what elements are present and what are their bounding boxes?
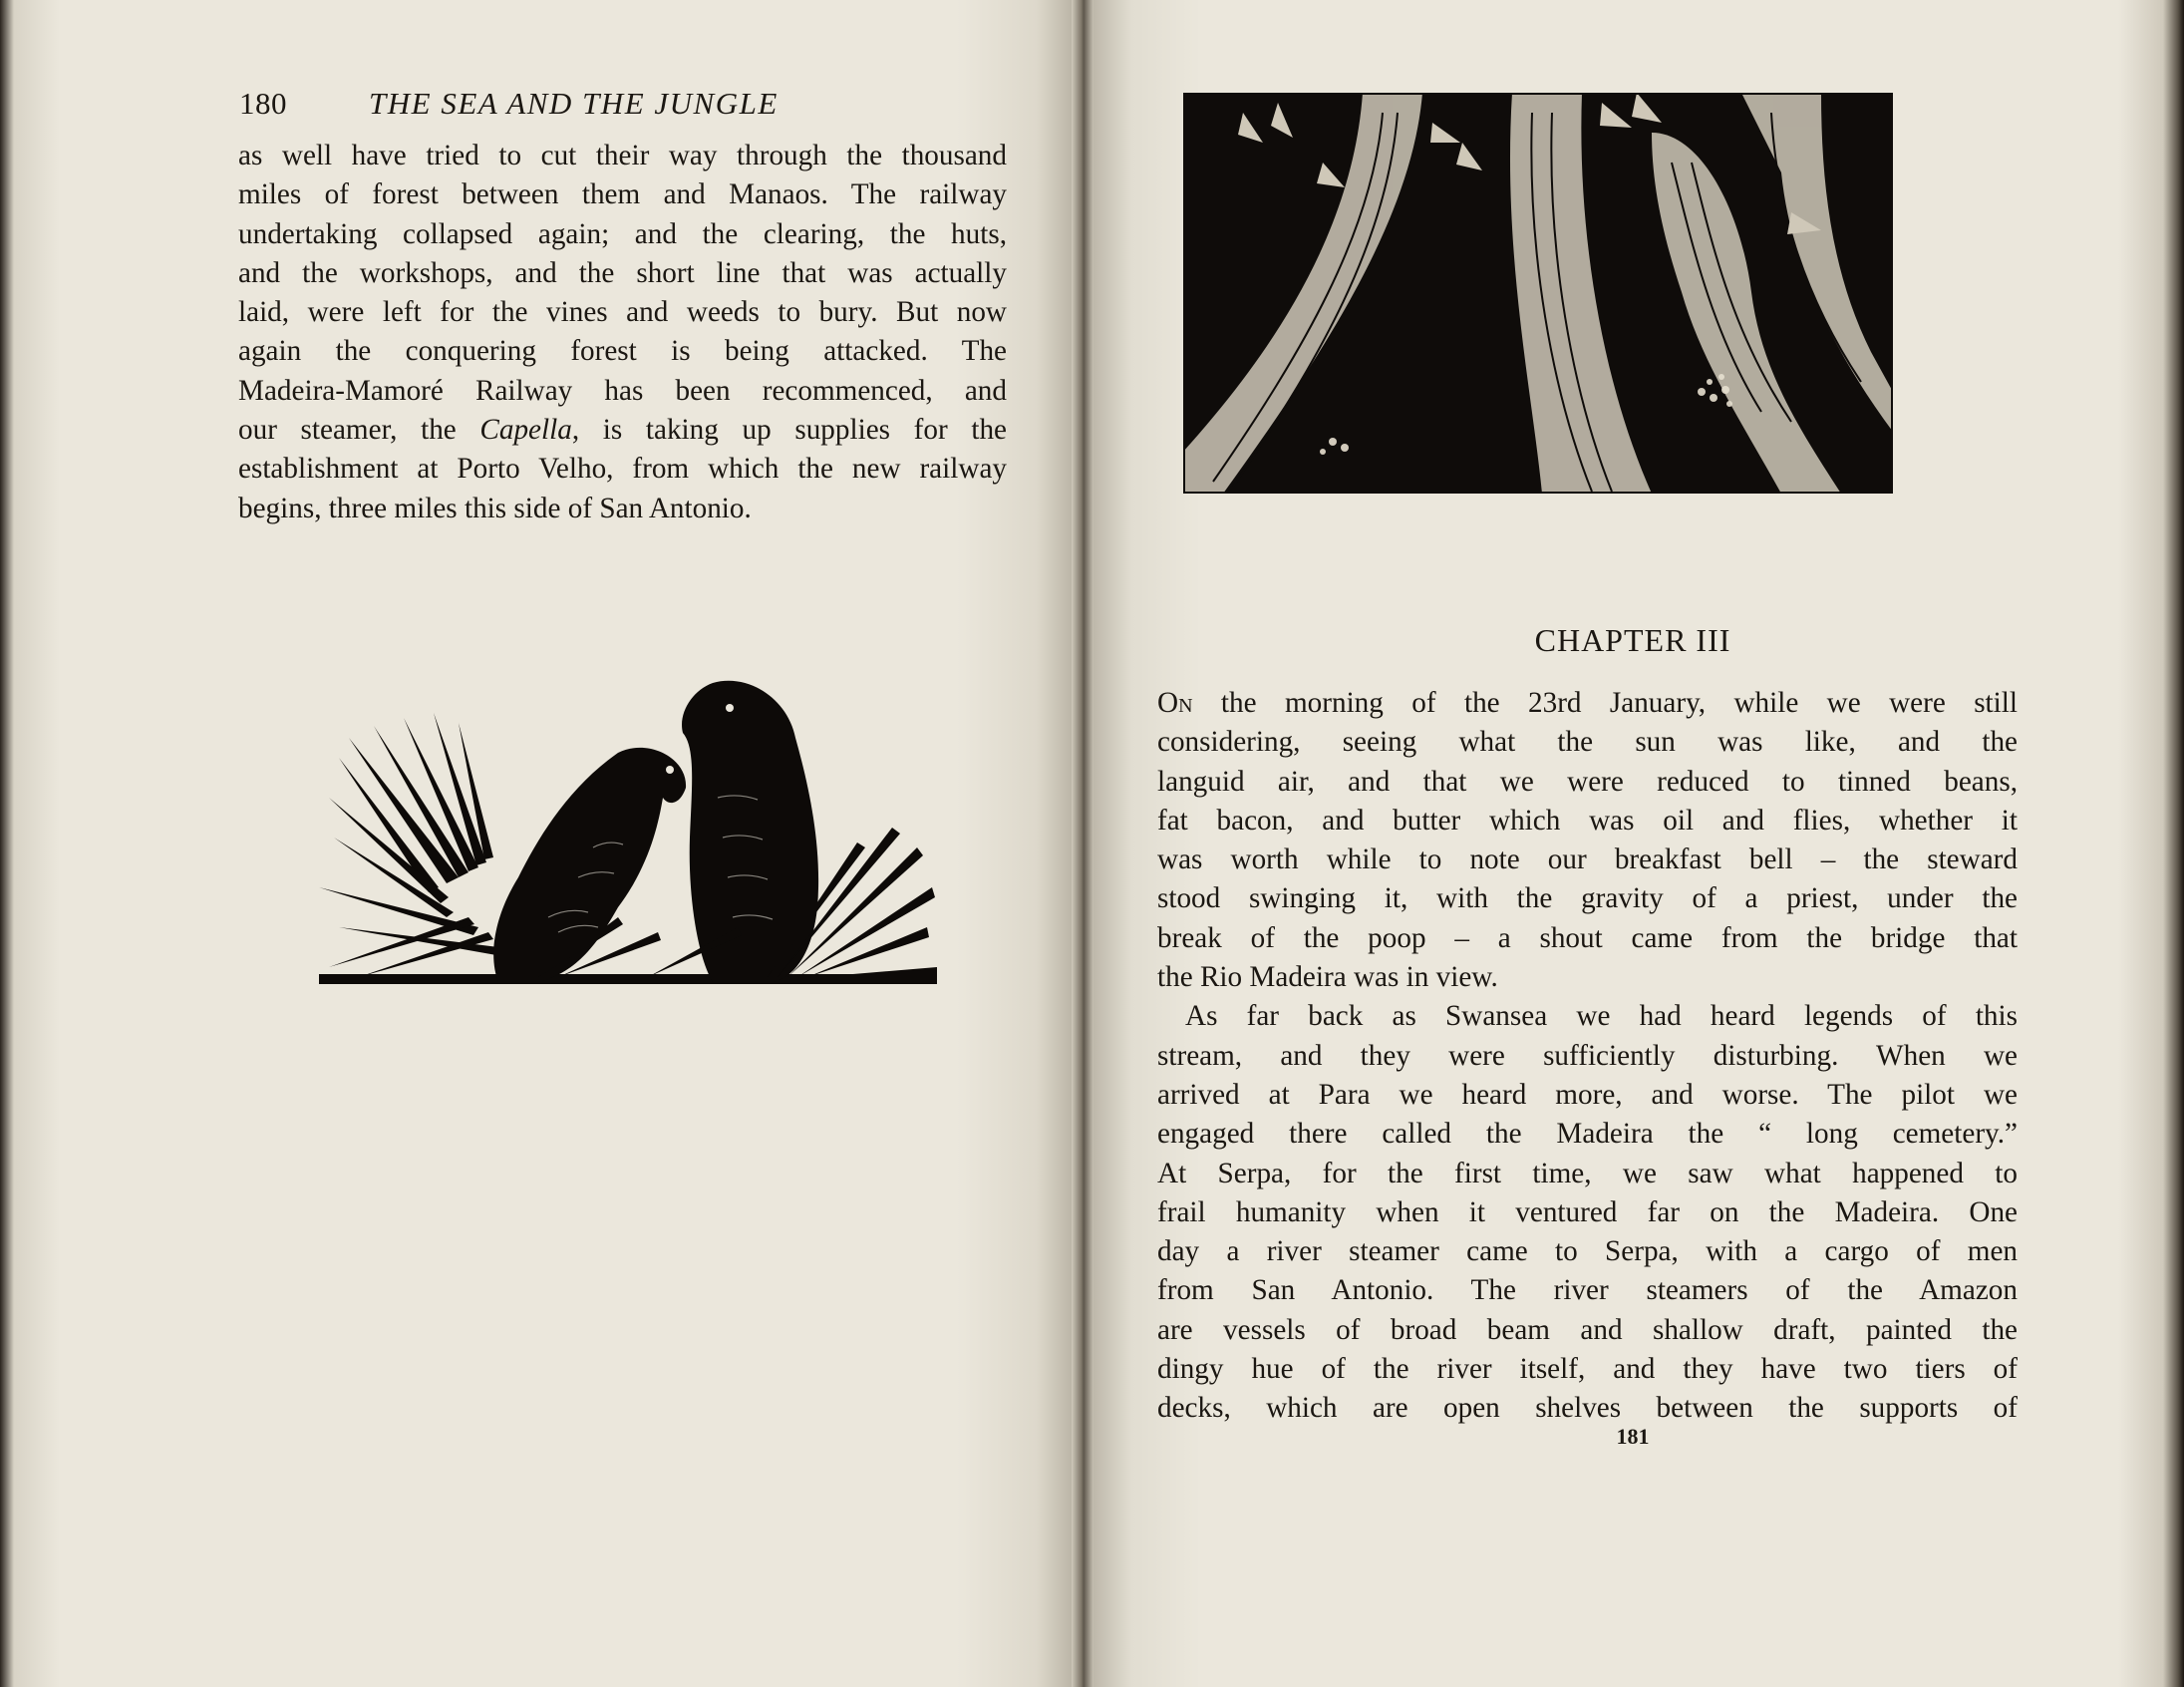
chapter-heading: CHAPTER III [1534,622,1731,658]
right-page [1082,0,2184,1687]
text-line: engaged there called the Madeira the “ long cemetery.” [1157,1118,2018,1151]
body-text [238,137,1007,528]
text-line: as well have tried to cut their way through the thousand [238,140,1007,171]
opening-word: On [1157,687,1193,719]
text-line: As far back as Swansea we had heard legends of this [1185,1000,2018,1033]
text-line: Madeira-Mamoré Railway has been recommenced, and [238,374,1007,407]
text-line: and the workshops, and the short line that was actually [238,256,1007,289]
page-number: 181 [1616,1424,1650,1449]
text-line: establishment at Porto Velho, from which the new railway [238,453,1007,486]
text-line: dingy hue of the river itself, and they have two tiers of [1157,1353,2018,1386]
text-line: break of the poop – a shout came from the bridge that [1157,921,2018,954]
text-line: stream, and they were sufficiently disturbing. When we [1157,1039,2018,1072]
text-line: undertaking collapsed again; and the clearing, the huts, [238,217,1007,250]
running-head [239,86,1007,122]
running-title: THE SEA AND THE JUNGLE [369,86,779,121]
text-line: fat bacon, and butter which was oil and flies, whether it [1157,804,2018,837]
text-line: from San Antonio. The river steamers of the Amazon [1157,1274,2018,1307]
left-page [0,0,1082,1687]
text-fragment: our steamer, the [238,414,457,447]
text-line: day a river steamer came to Serpa, with a cargo of men [1157,1235,2018,1268]
text-fragment: , is taking up supplies for the [571,414,1007,447]
text-line: languid air, and that we were reduced to tinned beans, [1157,765,2018,798]
text-line: are vessels of broad beam and shallow draft, painted the [1157,1313,2018,1346]
jungle-trees-woodcut [1183,93,1893,494]
text-line: laid, were left for the vines and weeds to bury. But now [238,296,1007,329]
text-line [1157,684,2018,723]
text-line: miles of forest between them and Manaos. The railway [238,178,1007,211]
text-fragment: the morning of the 23rd January, while we were still [1220,687,2018,719]
text-line: arrived at Para we heard more, and worse. The pilot we [1157,1078,2018,1111]
text-line: stood swinging it, with the gravity of a priest, under the [1157,882,2018,915]
text-line: frail humanity when it ventured far on the Madeira. One [1157,1195,2018,1228]
text-line: again the conquering forest is being attacked. The [238,335,1007,368]
text-line: decks, which are open shelves between the supports of [1157,1392,2018,1425]
text-line: considering, seeing what the sun was like, and the [1157,726,2018,759]
text-line: begins, three miles this side of San Antonio. [238,492,752,524]
text-line: the Rio Madeira was in view. [1157,961,1498,994]
parrots-woodcut [319,678,937,989]
text-line [238,411,1007,450]
body-text [1157,684,2018,1429]
text-line: At Serpa, for the first time, we saw what happened to [1157,1157,2018,1189]
page-number: 180 [239,86,287,121]
book-gutter [1072,0,1093,1687]
text-line: was worth while to note our breakfast bell – the steward [1157,844,2018,876]
ship-name: Capella [479,414,572,447]
